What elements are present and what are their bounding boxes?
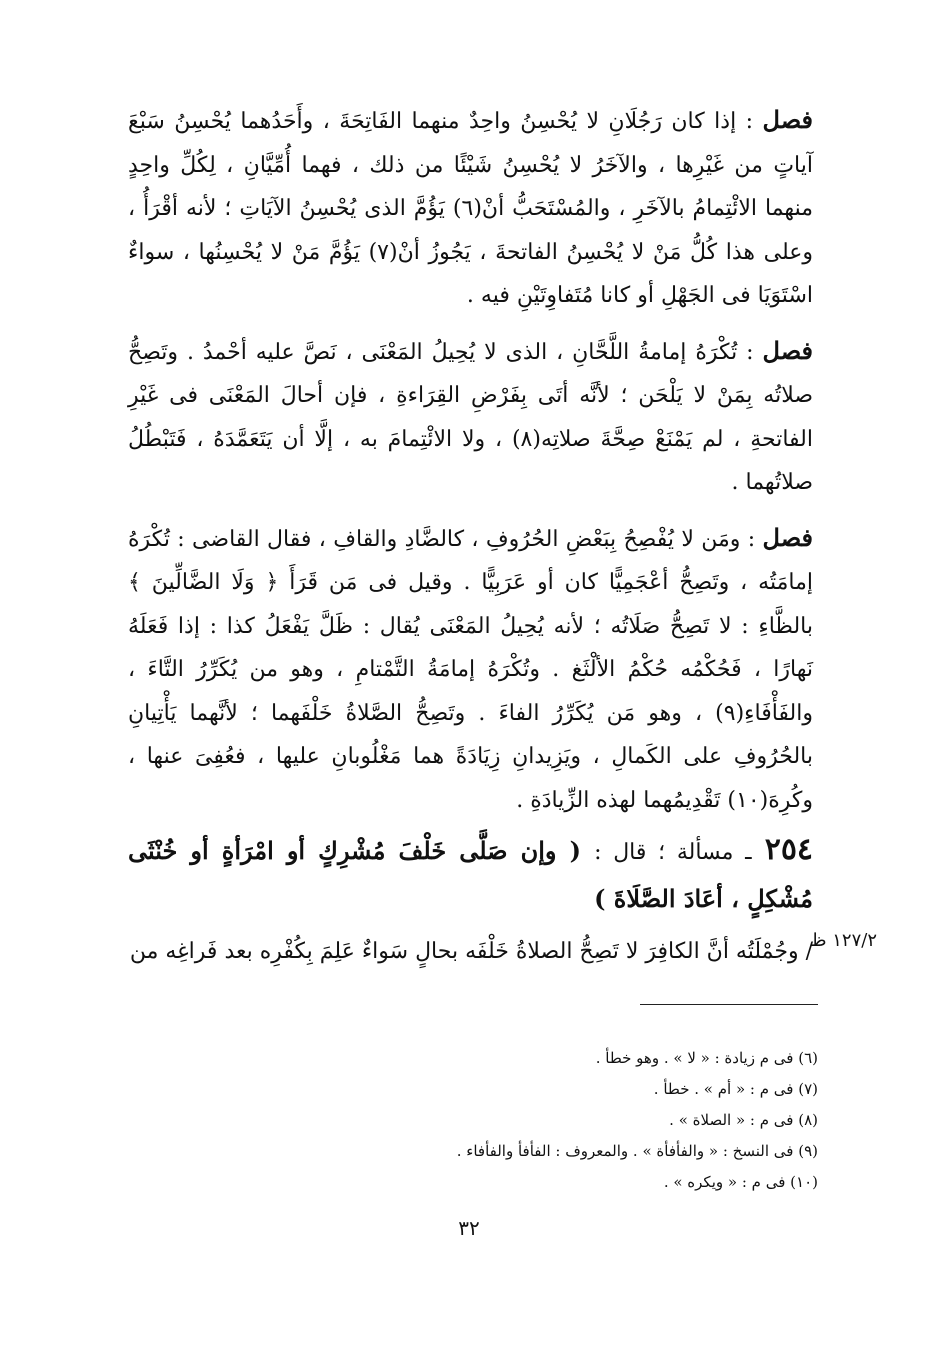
section-heading: فصل (762, 522, 813, 552)
section-paragraph (128, 98, 813, 318)
masala-number: ٢٥٤ (764, 832, 814, 867)
continuation-line: / وجُمْلَتُه أنَّ الكافِرَ لا تَصِحُّ الصلاةُ خَلْفَه بحالٍ سَواءٌ عَلِمَ بِكُفْرِه بعد فَراغِه من (129, 939, 813, 964)
paragraph-text: : تُكْرَهُ إمامةُ اللَّحَّانِ ، الذى لا يُحِيلُ المَعْنَى ، نَصَّ عليه أحْمدُ . وتَصِحُّ صلاتُه بِمَنْ لا يَلْحَن ؛ لأنَّه أتَى بِفَرْضِ القِرَاءةِ ، فإن أحالَ المَعْنَى فى غَيْرِ الفاتحةِ ، لم يَمْنَعْ صِحَّةَ صلاتِه(٨) ، ولا الائْتِمامَ به ، إلَّا أن يَتَعَمَّدَهُ ، فَتَبْطُلُ صلاتُهما . (128, 339, 813, 495)
footnote: (٧) فى م : « أم » . خطأ . (653, 1080, 818, 1098)
section-paragraph (128, 516, 813, 823)
footnote: (١٠) فى م : « ويكره » . (663, 1173, 818, 1191)
footnote: (٦) فى م زيادة : « لا » . وهو خطأ . (595, 1049, 818, 1067)
main-text (128, 98, 813, 974)
page-number: ٣٢ (458, 1216, 480, 1240)
footnotes (128, 1043, 818, 1198)
footnote: (٩) فى النسخ : « والفأفأة » . والمعروف : الفأفأ والفأفاء . (456, 1142, 818, 1160)
masala-quote: ( وإن صَلَّى خَلْفَ مُشْرِكٍ أو امْرَأةٍ أو خُنْثَى مُشْكِلٍ ، أعَادَ الصَّلَاةَ ) (128, 836, 813, 913)
section-heading: فصل (762, 335, 814, 365)
margin-reference: ١٢٧/٢ ظ (809, 930, 877, 951)
masala-heading (128, 827, 813, 922)
section-heading: فصل (762, 105, 813, 134)
masala-label: ـ مسألة ؛ قال : (594, 840, 752, 865)
section-paragraph (128, 329, 813, 505)
footnote: (٨) فى م : « الصلاة » . (669, 1111, 818, 1129)
footnote-divider (640, 1004, 818, 1005)
paragraph-text: : ومَن لا يُفْصِحُ بِبَعْضِ الحُرُوفِ ، كالضَّادِ والقافِ ، فقال القاضى : تُكْرَهُ إمامَتُه ، وتَصِحُّ أعْجَمِيًّا كان أو عَرَبِيًّا . وقيل فى مَن قَرَأَ ﴿ وَلَا الضَّالِّينَ ﴾ بالظَّاءِ : لا تَصِحُّ صَلَاتُه ؛ لأنه يُحِيلُ المَعْنَى يُقال : ظَلَّ يَفْعَلُ كذا : إذا فَعَلَهُ نَهارًا ، فَحُكْمُه حُكْمُ الألْثَغ . وتُكْرَهُ إمامَةُ التَّمْتامِ ، وهو من يُكَرِّرُ التَّاءَ ، والفَأْفَاءِ(٩) ، وهو مَن يُكَرِّرُ الفاءَ . وتَصِحُّ الصَّلاةُ خَلْفَهما ؛ لأنَّهما يَأْتِيانِ بالحُرُوفِ على الكَمالِ ، ويَزِيدانِ زِيَادَةً هما مَغْلُوبانِ عليها ، فعُفِىَ عنها ، وكُرِهَ(١٠) تَقْدِيمُهما لهذه الزِّيادَةِ . (128, 526, 813, 813)
paragraph-text: : إذا كان رَجُلَانِ لا يُحْسِنُ واحِدٌ منهما الفَاتِحَةَ ، وأَحَدُهما يُحْسِنُ سَبْعَ آياتٍ من غَيْرِها ، والآخَرُ لا يُحْسِنُ شَيْئًا من ذلك ، فهما أُمِّيَّانِ ، لِكُلِّ واحِدٍ منهما الائْتِمامُ بالآخَرِ ، والمُسْتَحَبُّ أنْ(٦) يَؤُمَّ الذى يُحْسِنُ الآيَاتِ ؛ لأنه أقْرَأُ ، وعلى هذا كُلُّ مَنْ لا يُحْسِنُ الفاتحةَ ، يَجُوزُ أنْ(٧) يَؤُمَّ مَنْ لا يُحْسِنُها ، سواءٌ اسْتَوَيَا فى الجَهْلِ أو كانا مُتَفاوِتَيْنِ فيه . (128, 109, 813, 308)
